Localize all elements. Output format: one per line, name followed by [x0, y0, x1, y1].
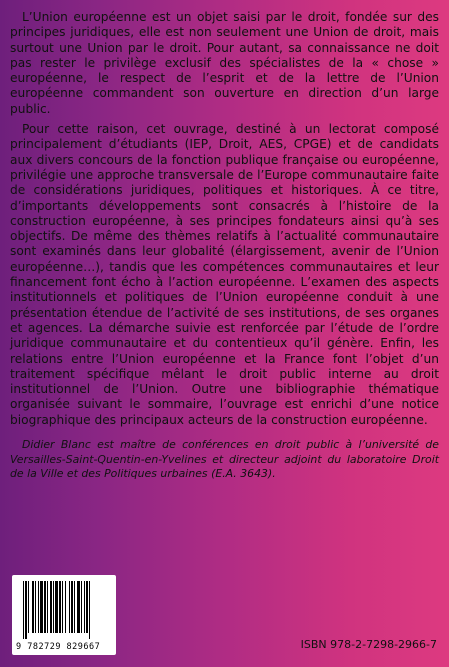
- barcode: [12, 575, 116, 655]
- intro-paragraph: L’Union européenne est un objet saisi par le droit, fondée sur des principes juridiques, elle est non seulement une Union de droit, mais surtout une Union par le droit. Pour autant, sa connaissance ne doit pas rester le privilège exclusif des spécialistes de la « chose » européenne, le respect de l’esprit et de la lettre de l’Union européenne commandent son ouverture en direction d’un large public.: [10, 10, 439, 116]
- isbn-label: ISBN 978-2-7298-2966-7: [300, 638, 437, 651]
- barcode-bars-icon: [22, 581, 108, 639]
- description-paragraph: Pour cette raison, cet ouvrage, destiné à un lectorat composé principalement d’étudiants (IEP, Droit, AES, CPGE) et de candidats aux divers concours de la fonction publique française ou européenne, privilégie une approche transversale de l’Europe communautaire faite de considérations juridiques, politiques et historiques. À ce titre, d’importants développements sont consacrés à l’histoire de la construction européenne, à ses principes fondateurs ainsi qu’à ses objectifs. De même des thèmes relatifs à l’actualité communautaire sont examinés dans leur globalité (élargissement, avenir de l’Union européenne…), tandis que les compétences communautaires et leur financement font écho à l’action européenne. L’examen des aspects institutionnels et politiques de l’Union européenne conduit à une présentation étendue de l’activité de ses institutions, de ses organes et agences. La démarche suivie est renforcée par l’étude de l’ordre juridique communautaire et du contentieux qu’il génère. Enfin, les relations entre l’Union européenne et la France font l’objet d’un traitement spécifique mêlant le droit public interne au droit institutionnel de l’Union. Outre une bibliographie thématique organisée suivant le sommaire, l’ouvrage est enrichi d’une notice biographique des principaux acteurs de la construction européenne.: [10, 122, 439, 427]
- author-note: Didier Blanc est maître de conférences en droit public à l’université de Versailles-Saint-Quentin-en-Yvelines et directeur adjoint du laboratoire Droit de la Ville et des Politiques urbaines (E.A. 3643).: [10, 438, 439, 481]
- barcode-number: 9 782729 829667: [16, 642, 101, 652]
- back-cover-text: [10, 10, 439, 482]
